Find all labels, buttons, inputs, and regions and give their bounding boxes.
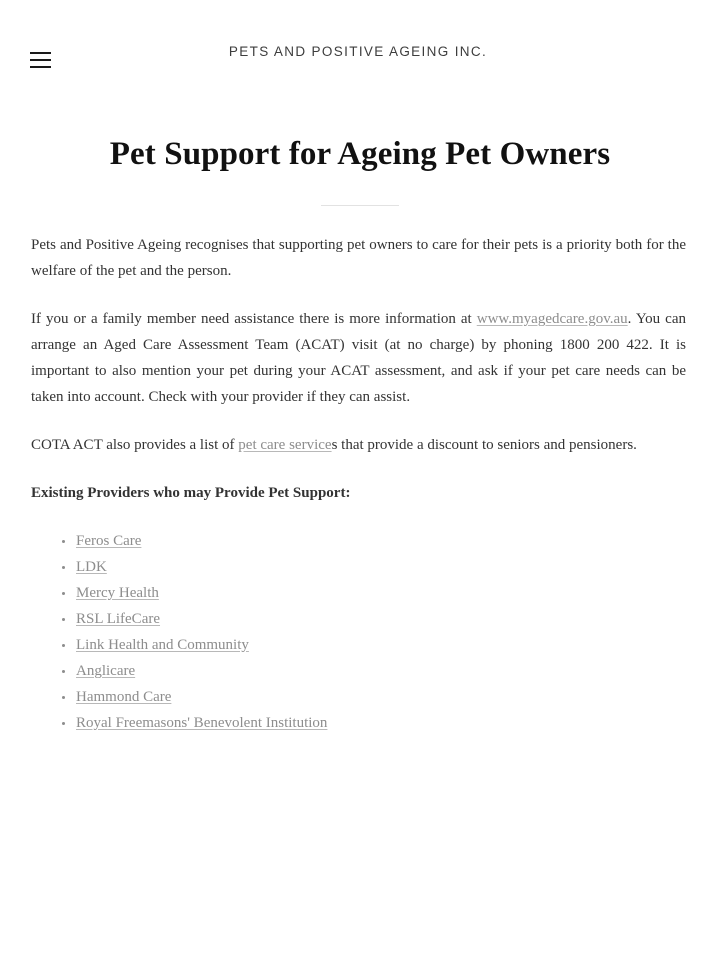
link-provider-feros-care[interactable]: Feros Care xyxy=(76,533,142,549)
paragraph-myagedcare xyxy=(31,306,686,410)
list-item xyxy=(31,580,686,606)
list-item xyxy=(31,606,686,632)
link-provider-link-health-and-community[interactable]: Link Health and Community xyxy=(76,637,249,653)
site-title: PETS AND POSITIVE AGEING INC. xyxy=(228,44,488,59)
hamburger-menu-icon[interactable] xyxy=(30,52,51,68)
link-provider-mercy-health[interactable]: Mercy Health xyxy=(76,585,159,601)
title-divider xyxy=(321,205,399,206)
list-item xyxy=(31,658,686,684)
link-provider-anglicare[interactable]: Anglicare xyxy=(76,663,136,679)
paragraph-cota-text-after: s that provide a discount to seniors and pensioners. xyxy=(331,437,637,453)
paragraph-myagedcare-text-after: . You can arrange an Aged Care Assessment Team (ACAT) visit (at no charge) by phoning 1800 200 422. It is important to also mention your pet during your ACAT assessment, and ask if your pet care needs can be taken into account. Check with your provider if they can assist. xyxy=(31,311,687,405)
hamburger-bar-1 xyxy=(30,52,51,54)
paragraph-cota-act xyxy=(31,432,686,458)
hamburger-bar-2 xyxy=(30,59,51,61)
providers-heading: Existing Providers who may Provide Pet Support: xyxy=(31,485,351,501)
page-title: Pet Support for Ageing Pet Owners xyxy=(109,136,611,172)
list-item xyxy=(31,632,686,658)
link-pet-care-services[interactable]: pet care service xyxy=(238,437,332,453)
list-item xyxy=(31,684,686,710)
provider-list xyxy=(31,528,686,736)
link-provider-hammond-care[interactable]: Hammond Care xyxy=(76,689,172,705)
site-header xyxy=(0,0,720,96)
article-content xyxy=(0,232,720,736)
hamburger-bar-3 xyxy=(30,66,51,68)
list-item xyxy=(31,554,686,580)
paragraph-myagedcare-text-before: If you or a family member need assistance there is more information at xyxy=(31,311,477,327)
link-myagedcare[interactable]: www.myagedcare.gov.au xyxy=(476,311,628,327)
link-provider-rsl-lifecare[interactable]: RSL LifeCare xyxy=(76,611,161,627)
paragraph-cota-text-before: COTA ACT also provides a list of xyxy=(31,437,239,453)
list-item xyxy=(31,710,686,736)
paragraph-intro: Pets and Positive Ageing recognises that supporting pet owners to care for their pets is a priority both for the welfare of the pet and the person. xyxy=(31,237,686,279)
link-provider-royal-freemasons[interactable]: Royal Freemasons' Benevolent Institution xyxy=(76,715,328,731)
list-item xyxy=(31,528,686,554)
link-provider-ldk[interactable]: LDK xyxy=(76,559,107,575)
